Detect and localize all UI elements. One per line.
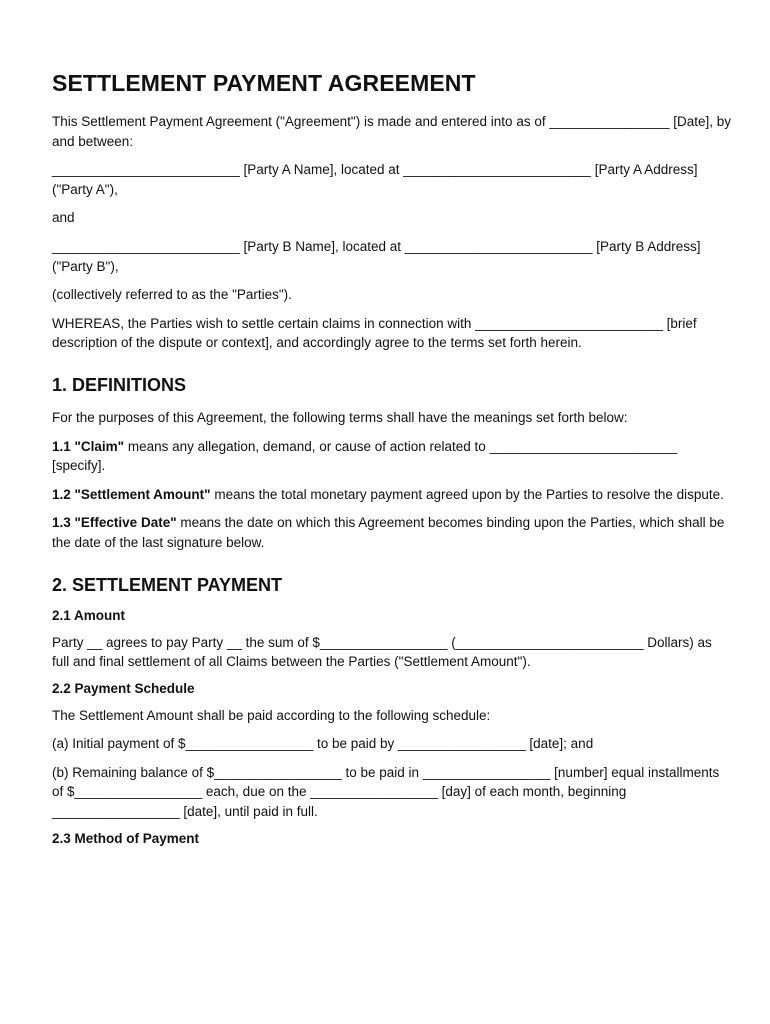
subsection-2-1-heading: 2.1 Amount	[52, 607, 126, 623]
whereas-paragraph: WHEREAS, the Parties wish to settle certain claims in connection with _________________________ [brief description of the dispute or context], and accordingly agree to the terms set forth herein.	[52, 315, 697, 351]
definition-text: means any allegation, demand, or cause of action related to _________________________ [specify].	[52, 438, 678, 474]
schedule-item-b: (b) Remaining balance of $_________________ to be paid in _________________ [number] equal installments of $_________________ each, due on the _________________ [day] of each month, beginning _________________ [date], until paid in full.	[52, 764, 720, 820]
definition-1-1	[52, 437, 732, 476]
section-2-heading: 2. SETTLEMENT PAYMENT	[52, 574, 283, 595]
schedule-item-a: (a) Initial payment of $_________________ to be paid by _________________ [date]; and	[52, 736, 594, 752]
definition-text: means the date on which this Agreement becomes binding upon the Parties, which shall be the date of the last signature below.	[52, 515, 725, 550]
document-page	[52, 70, 732, 856]
document-title: SETTLEMENT PAYMENT AGREEMENT	[52, 70, 476, 96]
definition-term: 1.2 "Settlement Amount"	[52, 486, 211, 502]
parties-paragraph: (collectively referred to as the "Parties").	[52, 287, 292, 303]
definition-text: means the total monetary payment agreed upon by the Parties to resolve the dispute.	[210, 486, 724, 502]
subsection-2-3-heading: 2.3 Method of Payment	[52, 830, 200, 846]
party-a-paragraph: _________________________ [Party A Name], located at _________________________ [Party A Address] ("Party A"),	[52, 162, 698, 197]
definition-term: 1.3 "Effective Date"	[52, 515, 177, 531]
definition-1-2	[52, 485, 732, 505]
party-b-paragraph: _________________________ [Party B Name], located at _________________________ [Party B Address] ("Party B"),	[52, 238, 701, 274]
definition-1-3	[52, 513, 732, 552]
subsection-2-2-heading: 2.2 Payment Schedule	[52, 680, 195, 696]
and-paragraph: and	[52, 210, 75, 226]
intro-paragraph-1: This Settlement Payment Agreement ("Agreement") is made and entered into as of ________________ [Date], by and between:	[52, 114, 731, 149]
amount-paragraph: Party __ agrees to pay Party __ the sum of $_________________ (_________________________ Dollars) as full and final settlement of all Claims between the Parties ("Settlement Amount").	[52, 634, 712, 670]
definition-term: 1.1 "Claim"	[52, 438, 125, 454]
definitions-intro: For the purposes of this Agreement, the following terms shall have the meanings set forth below:	[52, 409, 628, 425]
section-1-heading: 1. DEFINITIONS	[52, 374, 187, 395]
schedule-intro: The Settlement Amount shall be paid according to the following schedule:	[52, 707, 491, 723]
